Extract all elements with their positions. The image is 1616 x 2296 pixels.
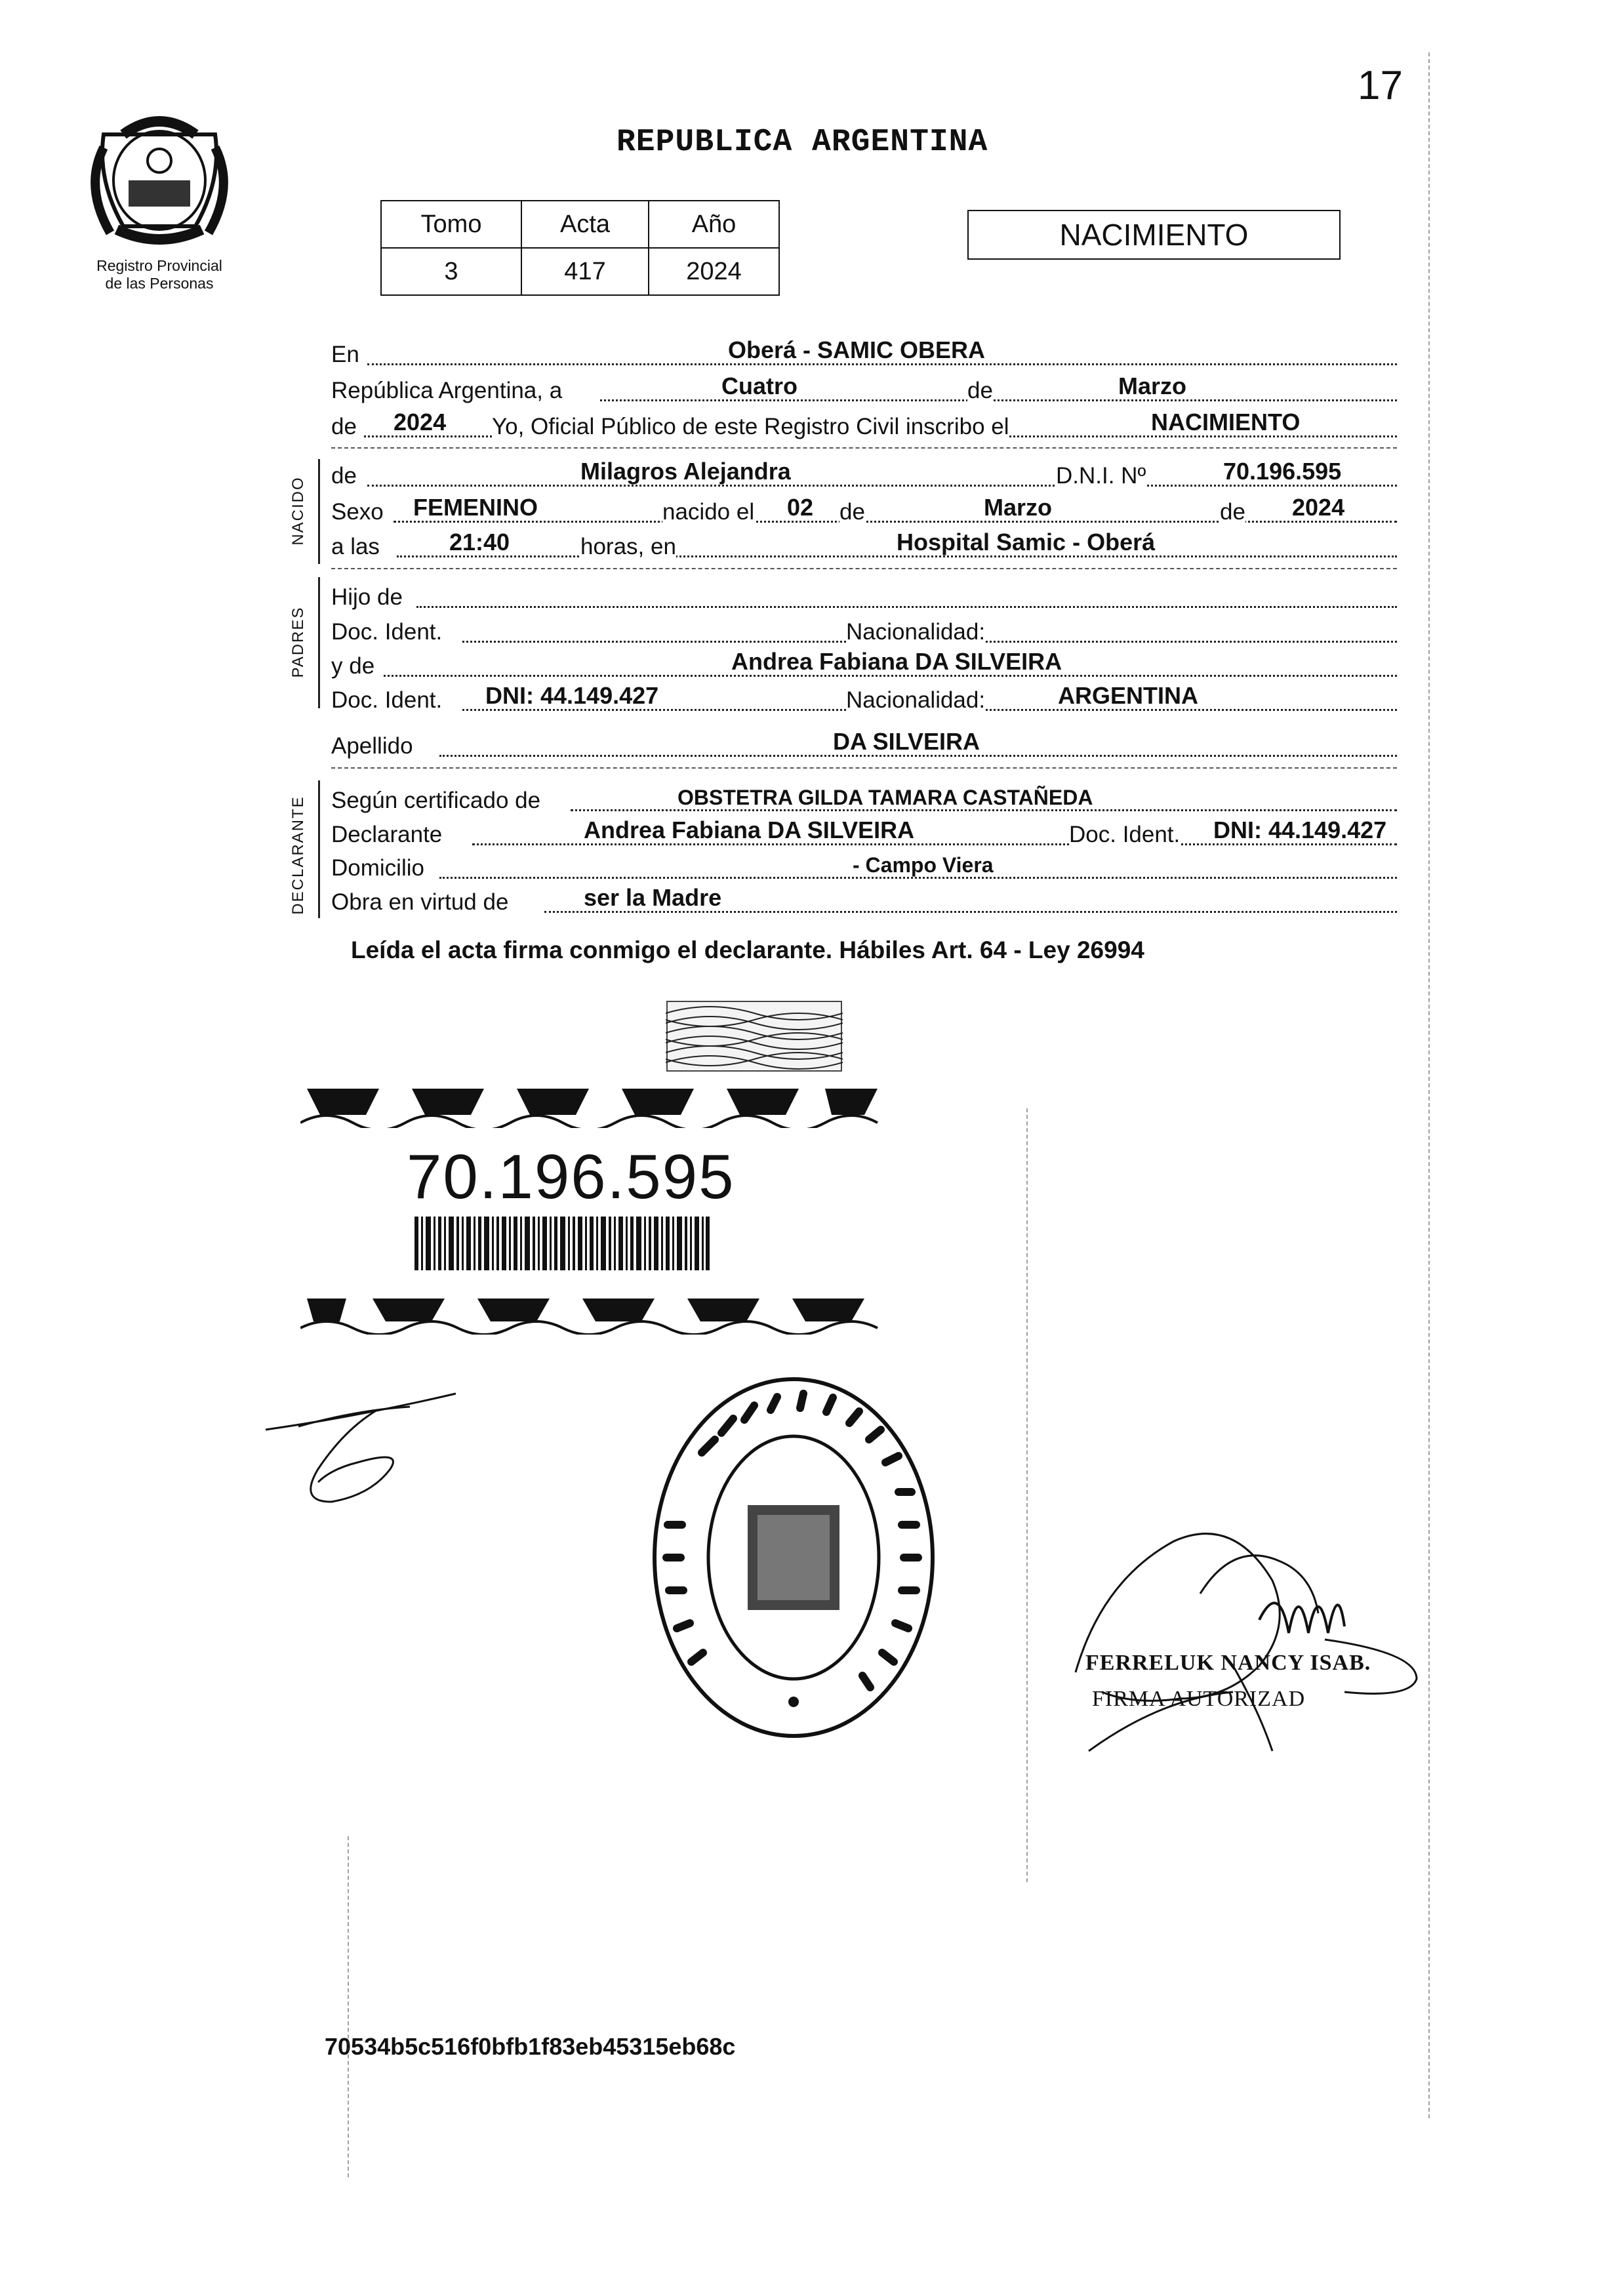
registry-label-line2: de las Personas bbox=[105, 275, 214, 292]
value-act: NACIMIENTO bbox=[1151, 409, 1301, 435]
value-mother-name: Andrea Fabiana DA SILVEIRA bbox=[731, 648, 1062, 675]
value-certificate: OBSTETRA GILDA TAMARA CASTAÑEDA bbox=[677, 786, 1093, 809]
label-born-de2: de bbox=[1220, 499, 1245, 525]
label-de: de bbox=[967, 378, 993, 403]
row-place bbox=[331, 338, 1397, 372]
value-doc2: DNI: 44.149.427 bbox=[485, 682, 659, 709]
value-born-year: 2024 bbox=[1292, 494, 1345, 521]
margin-guide bbox=[1428, 52, 1430, 2118]
dotted-line bbox=[394, 521, 1397, 523]
section-label-padres: PADRES bbox=[289, 606, 307, 678]
label-de: de bbox=[331, 463, 357, 489]
value-acta: 417 bbox=[521, 248, 649, 295]
record-type: NACIMIENTO bbox=[1059, 218, 1249, 252]
country-title: REPUBLICA ARGENTINA bbox=[616, 125, 988, 160]
value-newborn-dni: 70.196.595 bbox=[1223, 458, 1342, 485]
label-date-prefix: República Argentina, a bbox=[331, 378, 563, 403]
security-strip-top bbox=[300, 1082, 885, 1128]
security-strip-bottom bbox=[300, 1289, 885, 1335]
label-certificate: Según certificado de bbox=[331, 788, 541, 813]
label-declarant: Declarante bbox=[331, 822, 443, 847]
value-sex: FEMENINO bbox=[413, 494, 538, 521]
declarant-signature bbox=[259, 1390, 482, 1515]
label-sex: Sexo bbox=[331, 499, 384, 525]
header-acta: Acta bbox=[521, 201, 649, 248]
row-newborn-name bbox=[331, 459, 1397, 493]
section-bracket bbox=[318, 780, 320, 918]
label-time: a las bbox=[331, 534, 380, 559]
label-declarant-doc: Doc. Ident. bbox=[1069, 822, 1181, 847]
label-dni: D.N.I. Nº bbox=[1056, 463, 1146, 489]
margin-guide bbox=[1026, 1108, 1028, 1882]
header-anio: Año bbox=[649, 201, 779, 248]
row-mother bbox=[331, 649, 1397, 683]
row-newborn-time bbox=[331, 530, 1397, 564]
value-declarant-doc: DNI: 44.149.427 bbox=[1213, 816, 1387, 843]
page-number: 17 bbox=[1358, 63, 1403, 108]
authority-role: FIRMA AUTORIZAD bbox=[1092, 1687, 1306, 1711]
registry-table-header-row bbox=[381, 201, 779, 248]
document-hash: 70534b5c516f0bfb1f83eb45315eb68c bbox=[325, 2033, 736, 2060]
section-bracket bbox=[318, 577, 320, 708]
margin-guide bbox=[348, 1836, 349, 2177]
label-hours: horas, en bbox=[580, 534, 676, 559]
header-tomo: Tomo bbox=[381, 201, 521, 248]
value-anio: 2024 bbox=[649, 248, 779, 295]
label-child-of: Hijo de bbox=[331, 584, 403, 610]
label-born-de1: de bbox=[839, 499, 865, 525]
section-bracket bbox=[318, 459, 320, 564]
value-surname: DA SILVEIRA bbox=[833, 728, 980, 755]
label-doc1: Doc. Ident. bbox=[331, 619, 443, 645]
row-parent2-doc bbox=[331, 683, 1397, 717]
value-address: - Campo Viera bbox=[853, 853, 994, 877]
value-born-month: Marzo bbox=[984, 494, 1053, 521]
row-certificate bbox=[331, 784, 1397, 818]
value-month: Marzo bbox=[1118, 373, 1187, 399]
value-newborn-name: Milagros Alejandra bbox=[580, 458, 791, 485]
row-parent1-doc bbox=[331, 615, 1397, 649]
registry-label bbox=[77, 257, 241, 292]
value-declarant: Andrea Fabiana DA SILVEIRA bbox=[584, 816, 915, 843]
row-declarant bbox=[331, 818, 1397, 852]
barcode-number: 70.196.595 bbox=[407, 1142, 735, 1212]
value-capacity: ser la Madre bbox=[584, 884, 722, 911]
label-surname: Apellido bbox=[331, 733, 413, 759]
value-place: Oberá - SAMIC OBERA bbox=[728, 336, 986, 363]
authority-signature bbox=[1062, 1502, 1436, 1764]
section-label-nacido: NACIDO bbox=[289, 476, 307, 546]
value-born-day: 02 bbox=[787, 494, 814, 521]
row-date bbox=[331, 374, 1397, 408]
value-time: 21:40 bbox=[449, 529, 510, 555]
registry-table bbox=[380, 200, 780, 296]
value-year: 2024 bbox=[394, 409, 447, 435]
label-born: nacido el bbox=[662, 499, 755, 525]
dotted-line bbox=[600, 399, 1397, 401]
separator bbox=[331, 568, 1397, 569]
label-nationality2: Nacionalidad: bbox=[846, 687, 986, 713]
barcode bbox=[414, 1217, 710, 1270]
row-newborn-sex bbox=[331, 495, 1397, 529]
separator bbox=[331, 767, 1397, 769]
value-nationality2: ARGENTINA bbox=[1058, 682, 1198, 709]
label-address: Domicilio bbox=[331, 855, 424, 881]
label-and: y de bbox=[331, 653, 375, 679]
value-tomo: 3 bbox=[381, 248, 521, 295]
label-nationality1: Nacionalidad: bbox=[846, 619, 986, 645]
closing-note: Leída el acta firma conmigo el declarante. Hábiles Art. 64 - Ley 26994 bbox=[351, 937, 1144, 963]
security-seal bbox=[666, 1000, 843, 1072]
official-stamp bbox=[649, 1374, 938, 1741]
row-surname bbox=[331, 729, 1397, 763]
authority-name: FERRELUK NANCY ISAB. bbox=[1085, 1651, 1371, 1675]
row-address bbox=[331, 851, 1397, 885]
value-day: Cuatro bbox=[721, 373, 798, 399]
label-doc2: Doc. Ident. bbox=[331, 687, 443, 713]
registry-label-line1: Registro Provincial bbox=[96, 257, 222, 274]
value-birth-place: Hospital Samic - Oberá bbox=[897, 529, 1156, 555]
row-capacity bbox=[331, 885, 1397, 919]
separator bbox=[331, 447, 1397, 449]
statement: Yo, Oficial Público de este Registro Civil inscribo el bbox=[492, 414, 1009, 439]
label-year-prefix: de bbox=[331, 414, 357, 439]
row-year bbox=[331, 410, 1397, 444]
province-emblem bbox=[77, 108, 241, 252]
label-en: En bbox=[331, 342, 359, 367]
dotted-line bbox=[416, 606, 1397, 608]
section-label-declarante: DECLARANTE bbox=[289, 796, 307, 915]
row-child-of bbox=[331, 580, 1397, 614]
record-type-box bbox=[967, 210, 1341, 260]
label-capacity: Obra en virtud de bbox=[331, 889, 509, 915]
registry-table-value-row bbox=[381, 248, 779, 295]
